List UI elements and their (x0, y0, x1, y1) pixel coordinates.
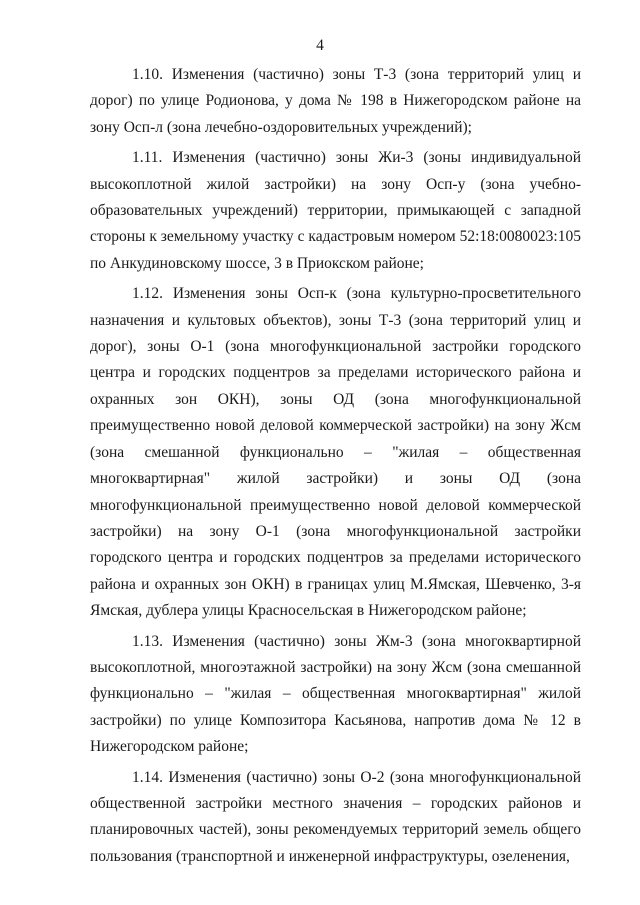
clause-1-10: 1.10. Изменения (частично) зоны Т-3 (зона территорий улиц и дорог) по улице Родионова, у дома № 198 в Нижегородском районе на зону Осп-л (зона лечебно-оздоровительных учреждений); (90, 66, 581, 136)
clause-1-12: 1.12. Изменения зоны Осп-к (зона культурно-просветительного назначения и культовых объектов), зоны Т-3 (зона территорий улиц и дорог), зоны О-1 (зона многофункциональной застройки городского центра и городских подцентров за пределами исторического района и охранных зон ОКН), зоны ОД (зона многофункциональной преимущественно новой деловой коммерческой застройки) на зону Жсм (зона смешанной функционально – "жилая – общественная многоквартирная" жилой застройки) и зоны ОД (зона многофункциональной преимущественно новой деловой коммерческой застройки) на зону О-1 (зона многофункциональной застройки городского центра и городских подцентров за пределами исторического района и охранных зон ОКН) в границах улиц М.Ямская, Шевченко, 3-я Ямская, дублера улицы Красносельская в Нижегородском районе; (90, 285, 581, 620)
clause-1-13: 1.13. Изменения (частично) зоны Жм-3 (зона многоквартирной высокоплотной, многоэтажной застройки) на зону Жсм (зона смешанной функционально – "жилая – общественная многоквартирная" жилой застройки) по улице Композитора Касьянова, напротив дома № 12 в Нижегородском районе; (90, 632, 581, 756)
clause-1-11: 1.11. Изменения (частично) зоны Жи-3 (зоны индивидуальной высокоплотной жилой застройки) на зону Осп-у (зона учебно-образовательных учреждений) территории, примыкающей с западной стороны к земельному участку с кадастровым номером 52:18:0080023:105 по Анкудиновскому шоссе, 3 в Приокском районе; (90, 149, 581, 272)
clause-1-14: 1.14. Изменения (частично) зоны О-2 (зона многофункциональной общественной застройки местного значения – городских районов и планировочных частей), зоны рекомендуемых территорий земель общего пользования (транспортной и инженерной инфраструктуры, озеленения, (90, 768, 581, 865)
document-body (90, 62, 581, 874)
page-number: 4 (316, 37, 324, 54)
